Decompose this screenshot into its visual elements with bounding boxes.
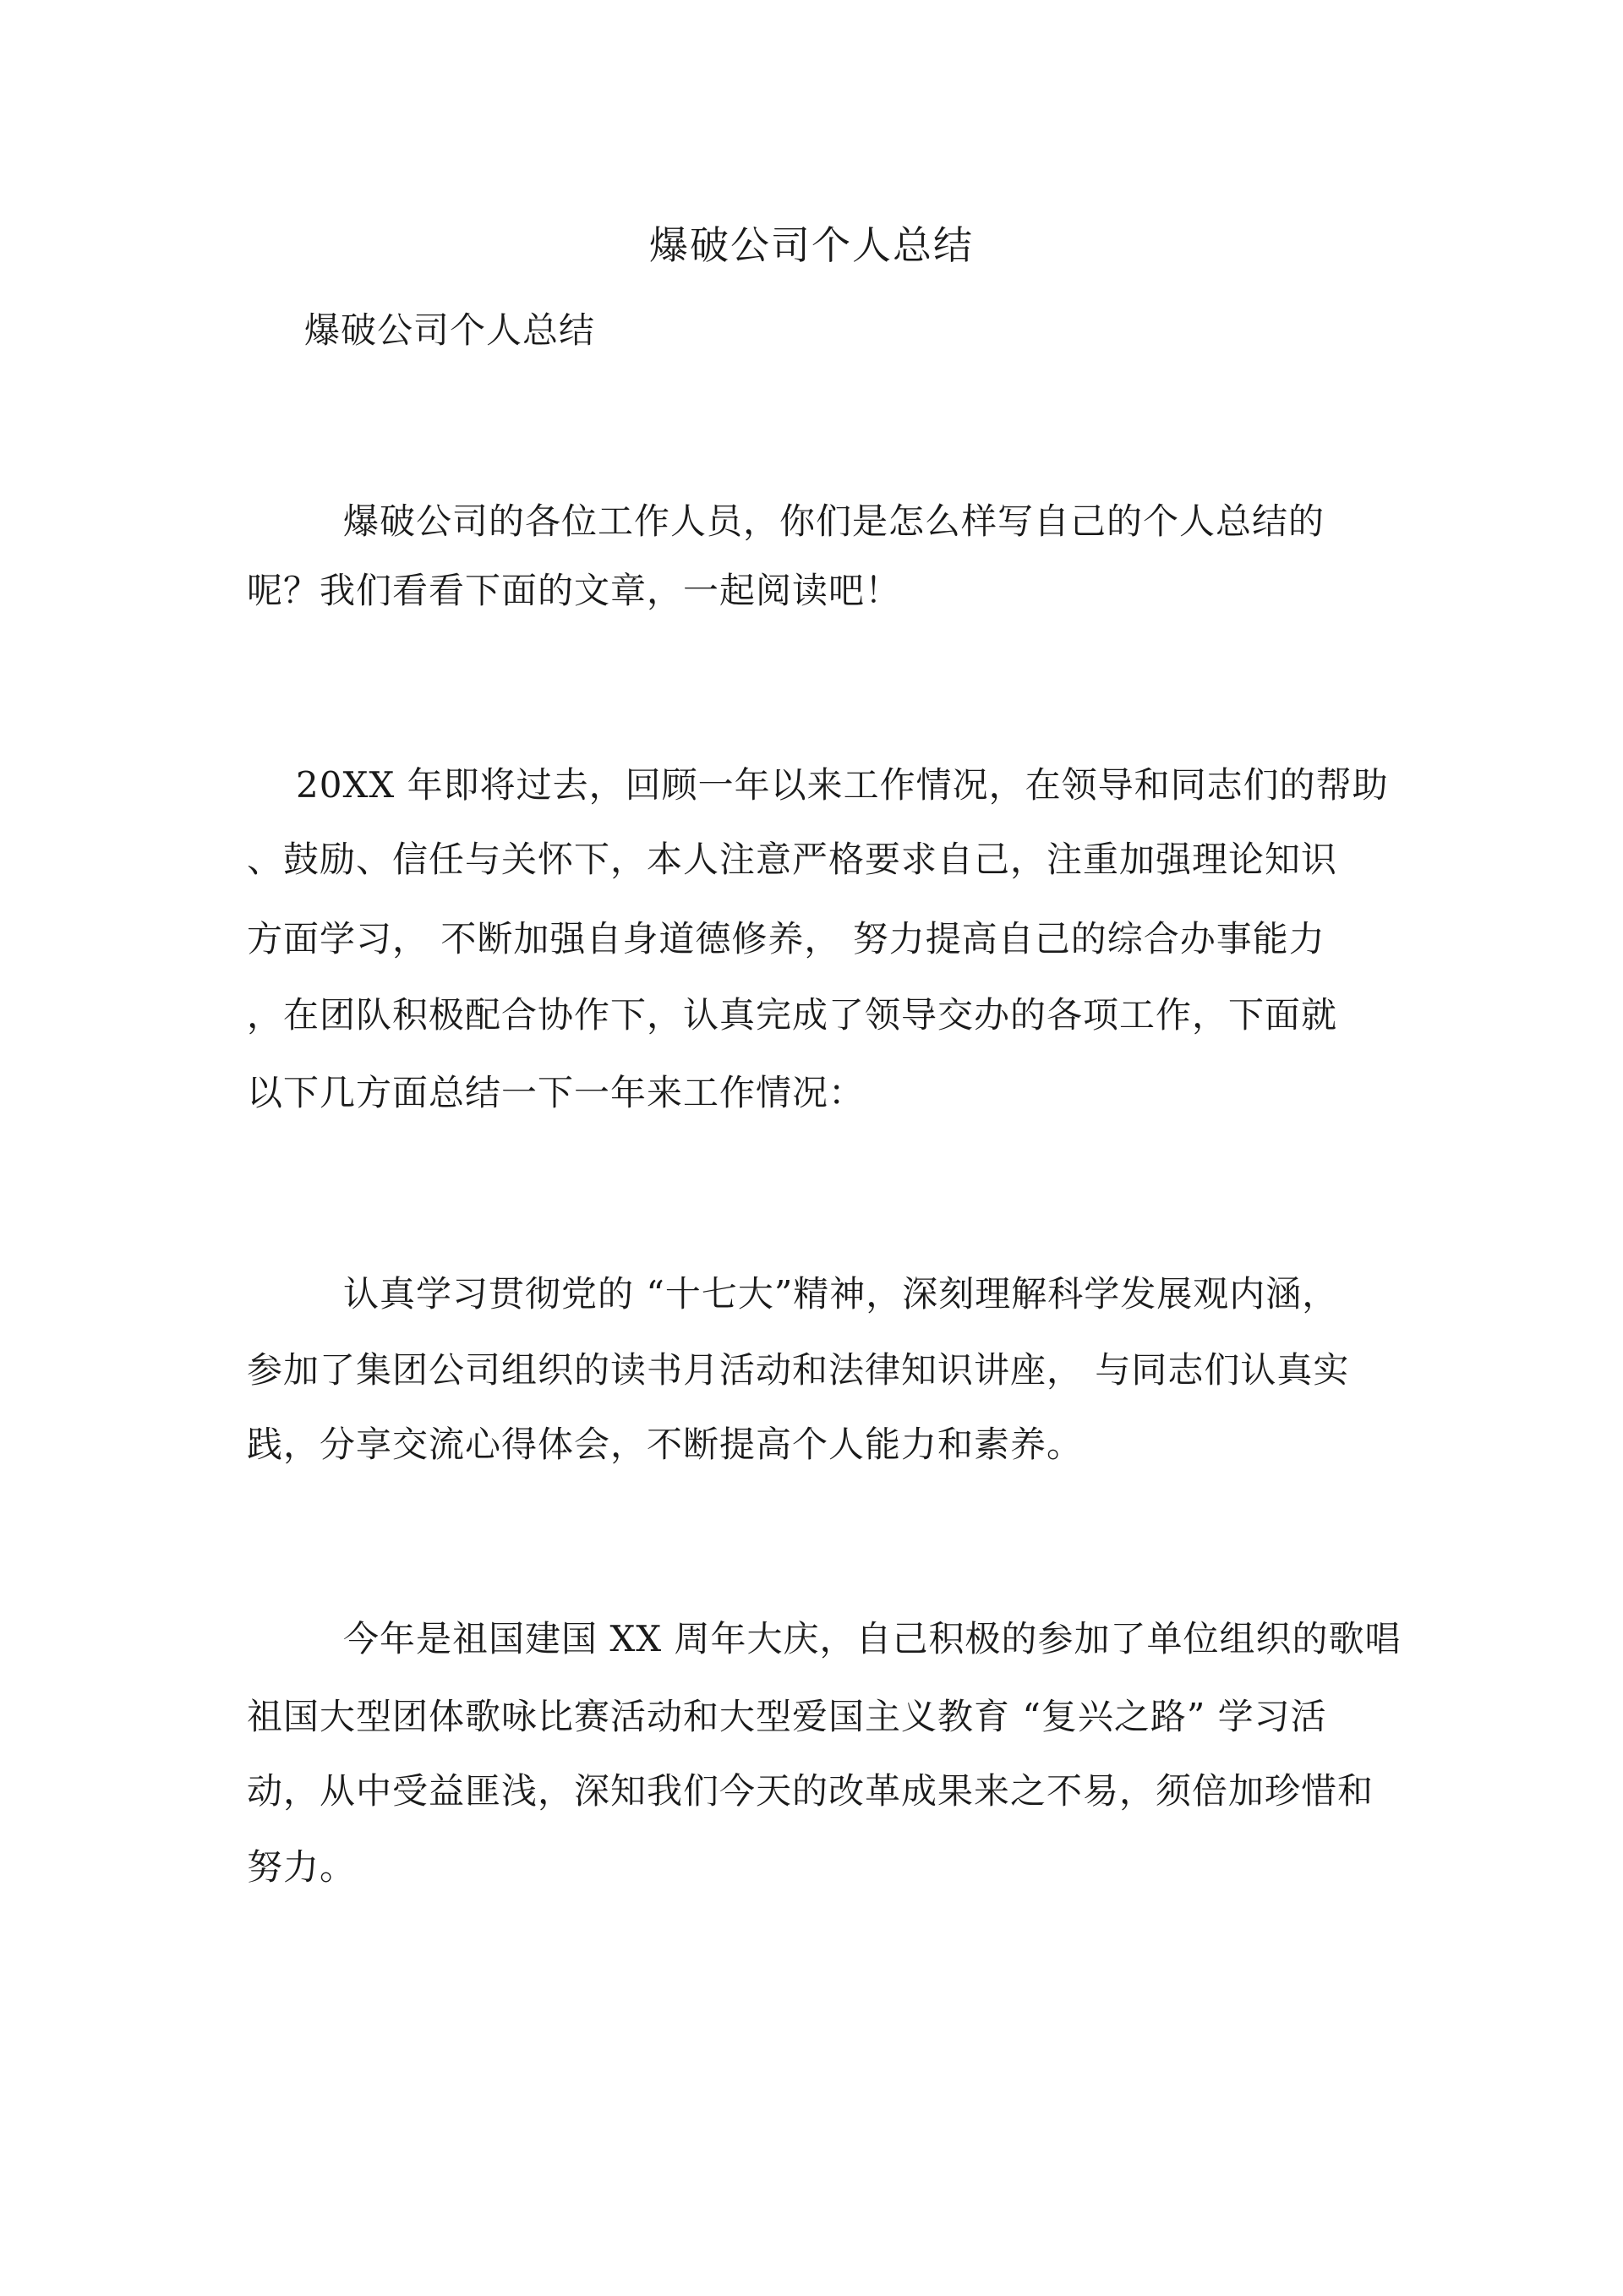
document-title: 爆破公司个人总结 (649, 222, 974, 268)
paragraph-line: 呢？我们看看下面的文章，一起阅读吧！ (247, 570, 902, 611)
paragraph-line: 方面学习， 不断加强自身道德修养， 努力提高自己的综合办事能力 (247, 918, 1325, 959)
paragraph-line: 以下几方面总结一下一年来工作情况： (247, 1072, 866, 1113)
document-subtitle: 爆破公司个人总结 (304, 309, 596, 351)
paragraph-line: ，在团队积极配合协作下，认真完成了领导交办的各项工作，下面就 (247, 994, 1338, 1036)
paragraph-line: 努力。 (247, 1846, 357, 1888)
paragraph-line: 认真学习贯彻党的 “十七大”精神，深刻理解科学发展观内涵， (343, 1273, 1339, 1315)
paragraph-line: 祖国大型团体歌咏比赛活动和大型爱国主义教育 “复兴之路” 学习活 (247, 1696, 1327, 1737)
paragraph-line: 参加了集团公司组织的读书月活动和法律知识讲座， 与同志们认真实 (247, 1349, 1350, 1391)
paragraph-line: 、鼓励、信任与关怀下，本人注意严格要求自己，注重加强理论知识 (247, 839, 1338, 880)
paragraph-line: 践，分享交流心得体会，不断提高个人能力和素养。 (247, 1424, 1084, 1465)
paragraph-line: 20XX 年即将过去，回顾一年以来工作情况，在领导和同志们的帮助 (296, 764, 1389, 806)
paragraph-line: 爆破公司的各位工作人员，你们是怎么样写自己的个人总结的 (343, 500, 1325, 542)
paragraph-line: 今年是祖国建国 XX 周年大庆，自己积极的参加了单位组织的歌唱 (343, 1618, 1402, 1659)
paragraph-line: 动，从中受益匪浅，深知我们今天的改革成果来之不易，须倍加珍惜和 (247, 1770, 1374, 1812)
